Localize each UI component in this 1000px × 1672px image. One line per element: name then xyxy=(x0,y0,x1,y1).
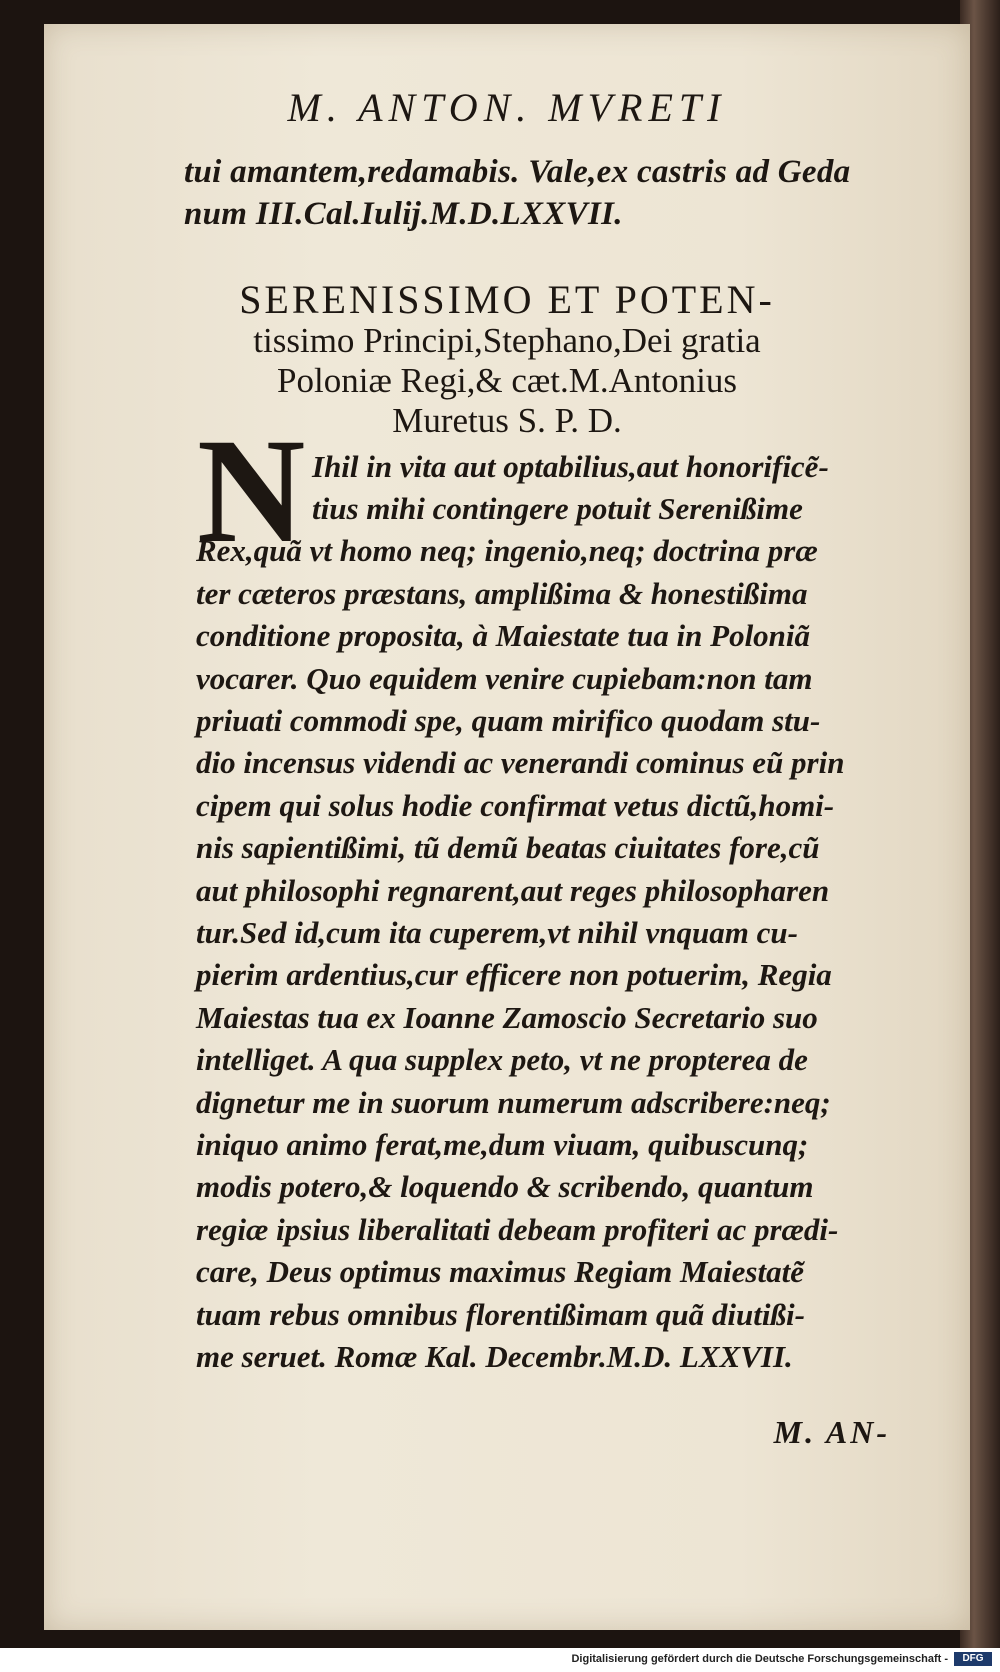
body-line: pierim ardentius,cur efficere non potuerim, Regia xyxy=(196,957,832,992)
letter-heading-line: Poloniæ Regi,& cæt.M.Antonius xyxy=(277,361,737,400)
body-line: vocarer. Quo equidem venire cupiebam:non tam xyxy=(196,661,813,696)
body-line: dignetur me in suorum numerum adscribere:neq; xyxy=(196,1085,831,1120)
funding-credit: Digitalisierung gefördert durch die Deutsche Forschungsgemeinschaft - xyxy=(571,1653,948,1665)
letter-heading-line: SERENISSIMO ET POTEN- xyxy=(239,277,775,322)
body-line: ter cæteros præstans, amplißima & honestißima xyxy=(196,576,808,611)
body-line: priuati commodi spe, quam mirifico quodam stu- xyxy=(196,703,821,738)
body-line: dio incensus videndi ac venerandi cominus eũ prin xyxy=(196,745,845,780)
book-page xyxy=(44,24,970,1630)
body-line: nis sapientißimi, tũ demũ beatas ciuitates fore,cũ xyxy=(196,830,820,865)
letter-heading-line: tissimo Principi,Stephano,Dei gratia xyxy=(253,321,761,360)
body-line: me seruet. Romæ Kal. Decembr.M.D. LXXVII. xyxy=(196,1339,793,1374)
dfg-logo-icon: DFG xyxy=(954,1652,992,1666)
text-line: tui amantem,redamabis. Vale,ex castris ad Geda xyxy=(184,154,851,190)
body-line: tur.Sed id,cum ita cuperem,vt nihil vnquam cu- xyxy=(196,915,798,950)
body-line: tuam rebus omnibus florentißimam quã diutißi- xyxy=(196,1297,805,1332)
body-line: iniquo animo ferat,me,dum viuam, quibuscunq; xyxy=(196,1127,809,1162)
body-line: Rex,quã vt homo neq; ingenio,neq; doctrina præ xyxy=(196,533,818,568)
catchword: M. AN- xyxy=(773,1414,890,1450)
body-line: regiæ ipsius liberalitati debeam profiteri ac prædi- xyxy=(196,1212,839,1247)
letter-heading-line: Muretus S. P. D. xyxy=(392,401,622,440)
body-line: Maiestas tua ex Ioanne Zamoscio Secretario suo xyxy=(196,1000,818,1035)
footer-bar xyxy=(0,1648,1000,1672)
drop-initial: N xyxy=(197,408,306,574)
running-head: M. ANTON. MVRETI xyxy=(287,85,727,130)
text-line: num III.Cal.Iulij.M.D.LXXVII. xyxy=(184,196,623,232)
body-line: cipem qui solus hodie confirmat vetus dictũ,homi- xyxy=(196,788,835,823)
body-line: tius mihi contingere potuit Serenißime xyxy=(312,491,803,526)
body-line: Ihil in vita aut optabilius,aut honorificẽ- xyxy=(312,449,829,484)
body-line: modis potero,& loquendo & scribendo, quantum xyxy=(196,1169,814,1204)
body-line: care, Deus optimus maximus Regiam Maiestatẽ xyxy=(196,1254,804,1289)
body-line: intelliget. A qua supplex peto, vt ne propterea de xyxy=(196,1042,808,1077)
body-line: aut philosophi regnarent,aut reges philosopharen xyxy=(196,873,830,908)
body-line: conditione proposita, à Maiestate tua in Poloniã xyxy=(196,618,811,653)
